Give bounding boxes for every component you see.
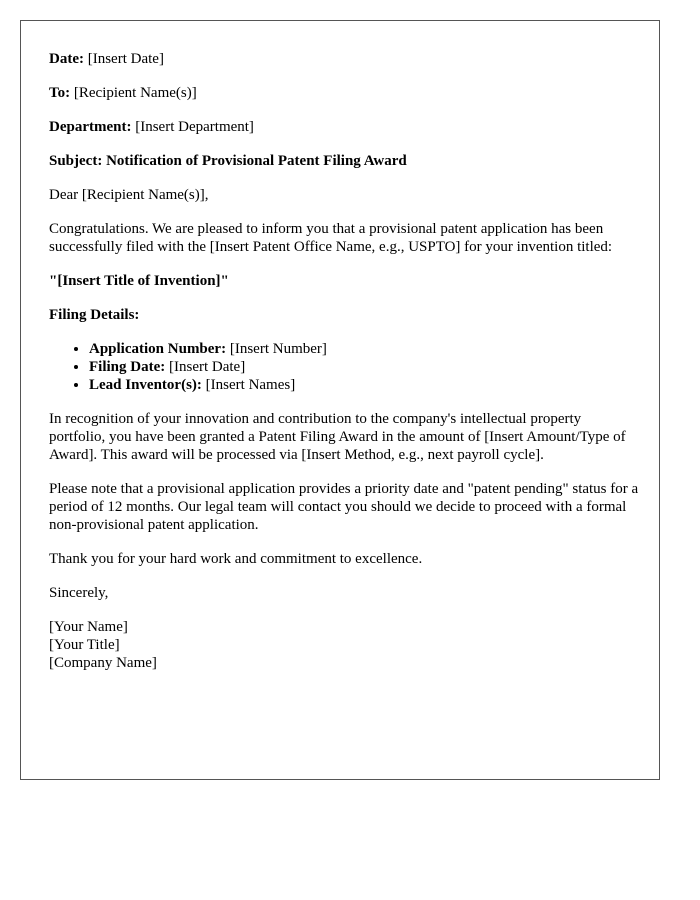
date-value: [Insert Date] [87,51,164,67]
lead-inventor-label: Lead Inventor(s): [89,377,202,393]
award-paragraph: In recognition of your innovation and contribution to the company's intellectual property portfolio, you have been granted a Patent Filing Award in the amount of [Insert Amount/Type of Award]. This award will be processed via [Insert Method, e.g., next payroll cycle]. [49,411,626,463]
list-item [89,358,639,376]
to-line [49,84,639,102]
filing-details-heading: Filing Details: [49,307,140,323]
application-number-label: Application Number: [89,341,227,357]
department-label: Department: [49,119,132,135]
to-label: To: [49,85,71,101]
list-item [89,376,639,394]
department-value: [Insert Department] [135,119,254,135]
signature-block [49,618,639,672]
lead-inventor-value: [Insert Names] [205,377,296,393]
intro-paragraph: Congratulations. We are pleased to inform you that a provisional patent application has been successfully filed with the [Insert Patent Office Name, e.g., USPTO] for your invention titled: [49,221,613,255]
note-paragraph: Please note that a provisional application provides a priority date and "patent pending" status for a period of 12 months. Our legal team will contact you should we decide to proceed with a formal non-provisional patent application. [49,481,639,533]
letter-page [20,20,660,780]
date-line [49,50,639,68]
to-value: [Recipient Name(s)] [73,85,197,101]
signer-title: [Your Title] [49,637,120,653]
letter-content [49,50,639,688]
company-name: [Company Name] [49,655,157,671]
application-number-value: [Insert Number] [229,341,327,357]
filing-date-value: [Insert Date] [169,359,246,375]
list-item [89,340,639,358]
date-label: Date: [49,51,84,67]
filing-details-list [49,340,639,394]
subject-line: Subject: Notification of Provisional Patent Filing Award [49,153,407,169]
sign-off: Sincerely, [49,585,109,601]
thanks-paragraph: Thank you for your hard work and commitment to excellence. [49,551,423,567]
invention-title: "[Insert Title of Invention]" [49,273,229,289]
filing-date-label: Filing Date: [89,359,166,375]
department-line [49,118,639,136]
salutation: Dear [Recipient Name(s)], [49,187,209,203]
signer-name: [Your Name] [49,619,128,635]
